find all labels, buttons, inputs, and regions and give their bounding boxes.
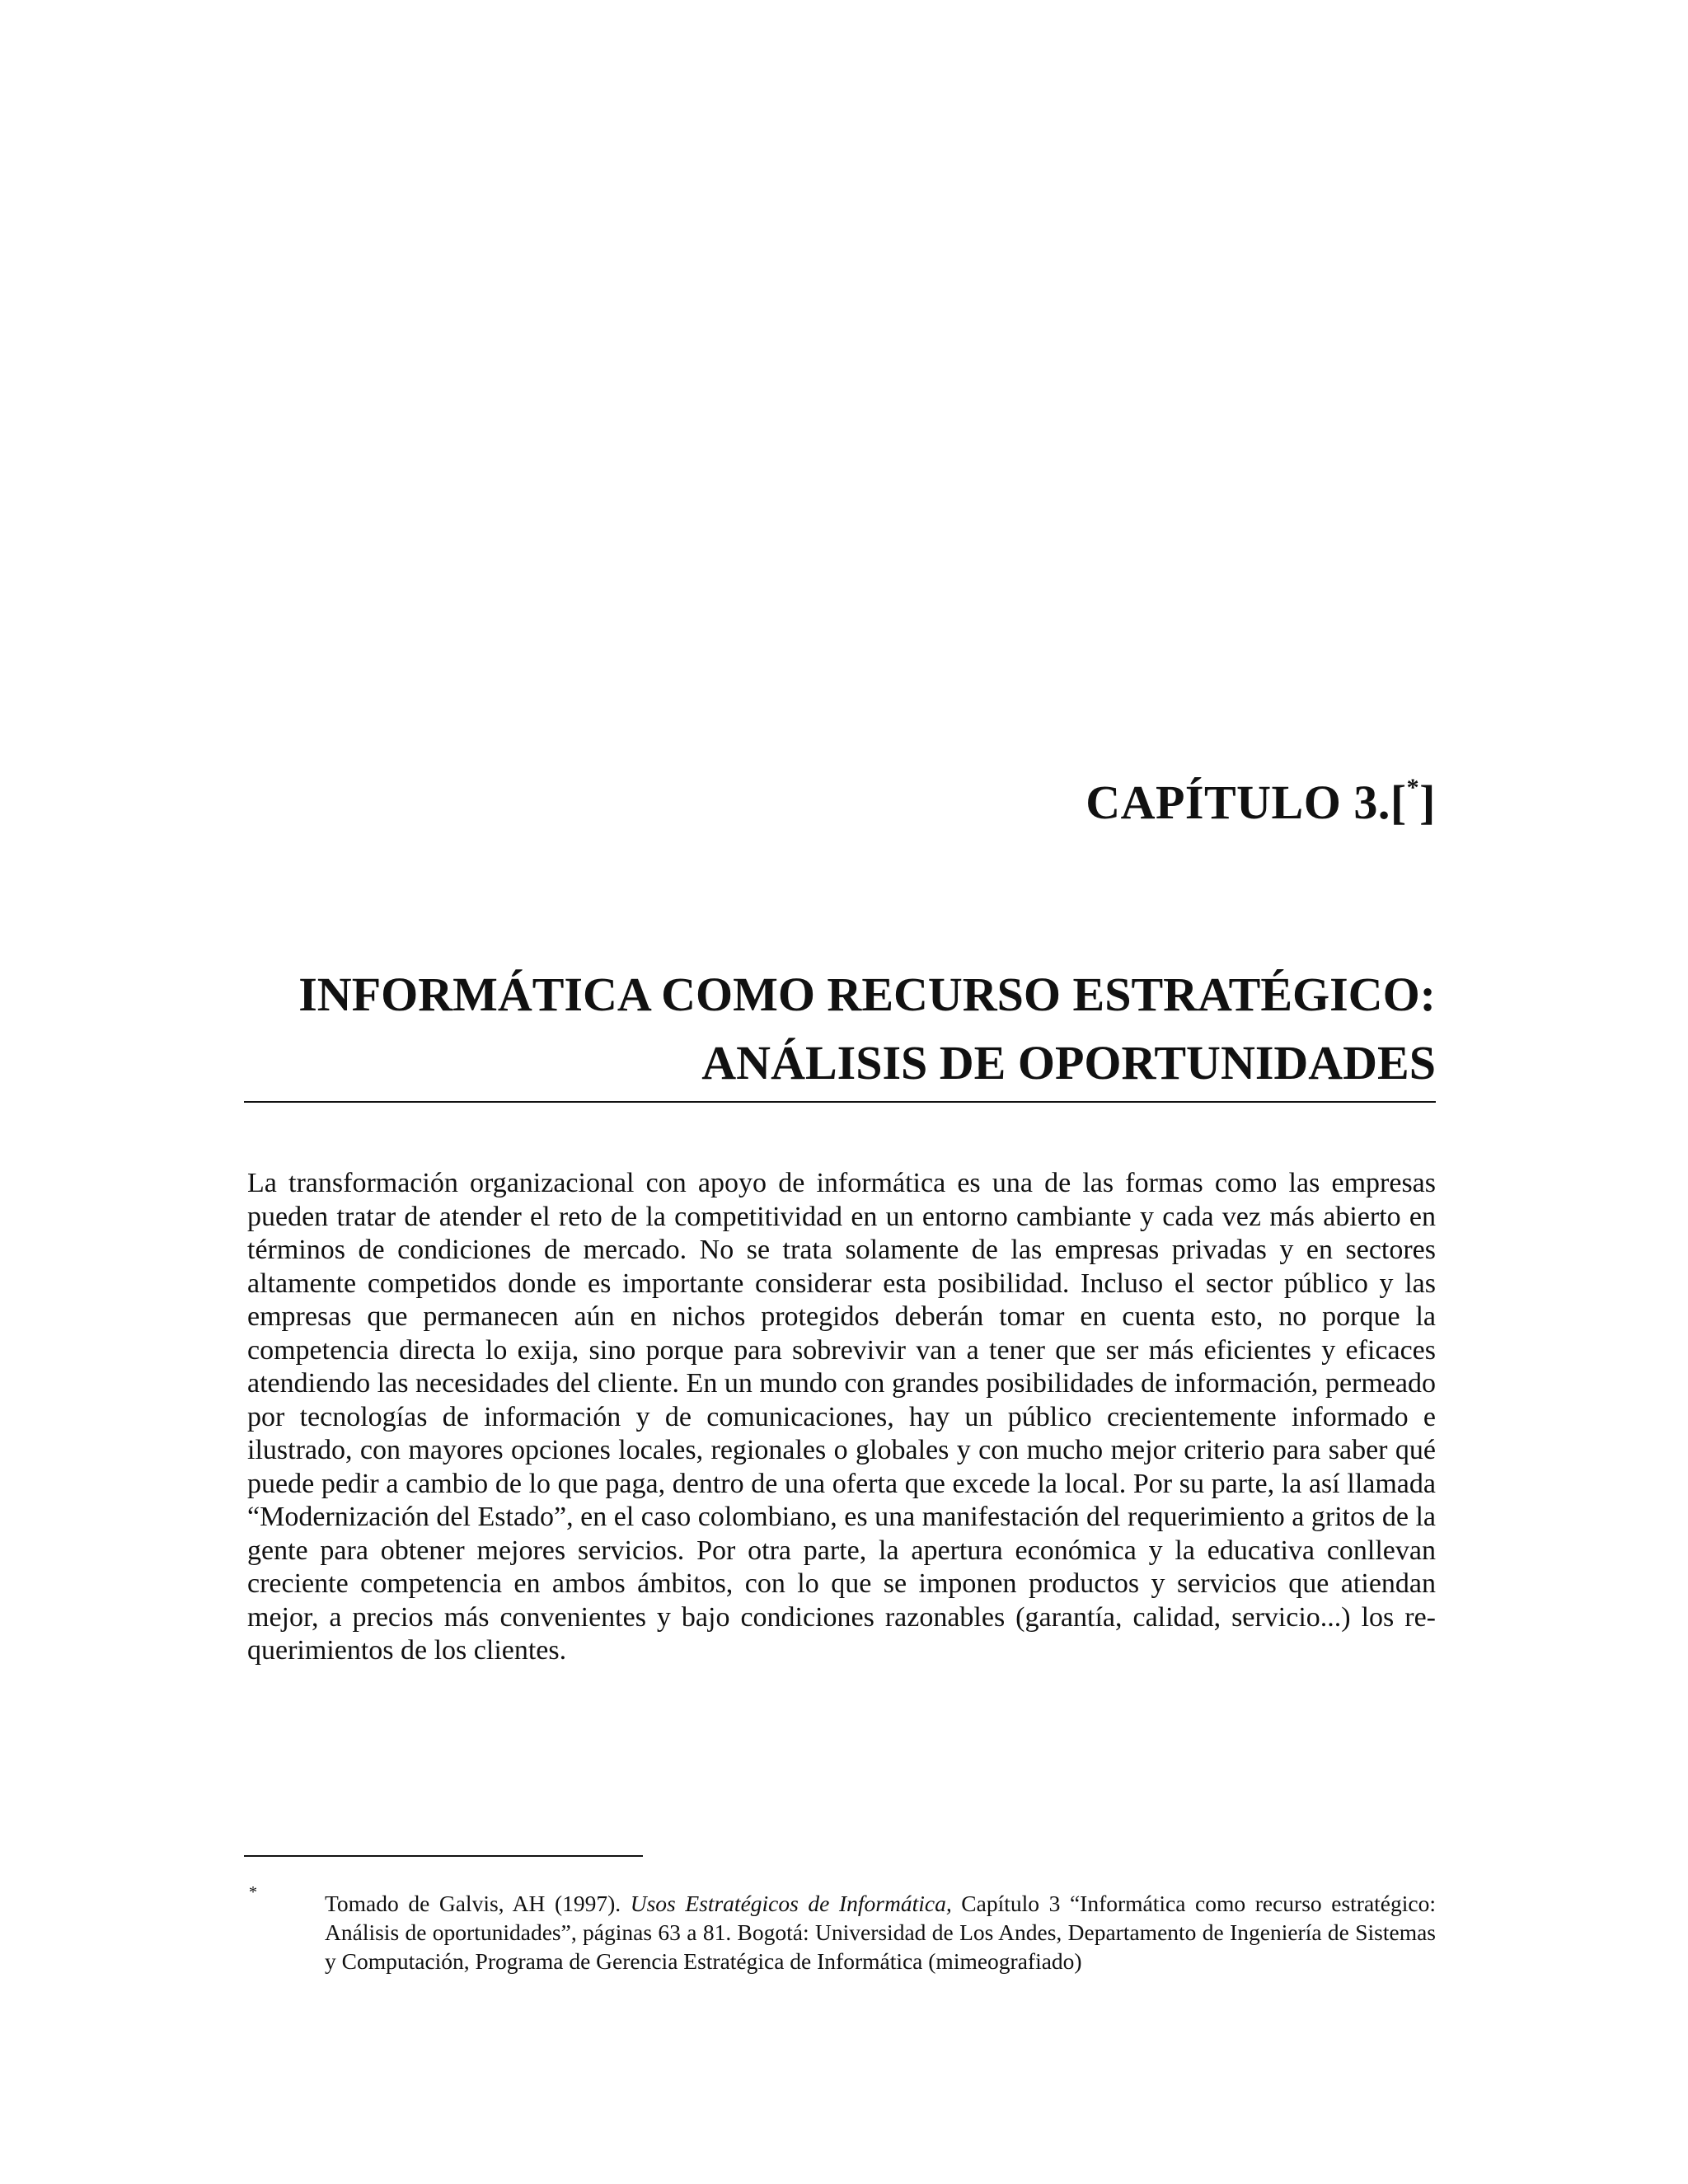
footnote-reference-marker[interactable]: * <box>1406 773 1420 801</box>
footnote-marker: * <box>249 1883 257 1901</box>
footnote-book-title: Usos Estratégicos de Informática, <box>630 1891 952 1916</box>
body-paragraph: La transformación organizacional con apoyo de informática es una de las formas como las empresas pueden tratar de atender el reto de la competitividad en un entorno cambiante y cada vez más abierto en términos de condiciones de mercado. No se trata solamente de las empresas privadas y en sectores altamente competidos donde es importante considerar esta posibilidad. Incluso el sector público y las empresas que permanecen aún en nichos protegidos deberán tomar en cuenta esto, no porque la competencia directa lo exija, sino porque para sobrevivir van a tener que ser más eficientes y eficaces atendiendo las necesidades del cliente. En un mundo con grandes posibilidades de información, permeado por tecnologías de información y de comunicaciones, hay un público crecientemente informado e ilustrado, con mayores opciones locales, regionales o globales y con mucho mejor criterio para saber qué puede pedir a cambio de lo que paga, dentro de una oferta que excede la local. Por su parte, la así llamada “Modernización del Estado”, en el caso colombiano, es una manifestación del requerimiento a gritos de la gente para obtener mejores servicios. Por otra parte, la apertura económica y la educativa conllevan creciente competencia en ambos ámbitos, con lo que se imponen productos y servicios que atiendan mejor, a precios más convenientes y bajo condiciones razonables (garantía, calidad, servicio...) los requerimientos de los clientes. <box>247 1168 1436 1666</box>
title-divider <box>244 1101 1436 1103</box>
footnote-divider <box>244 1855 643 1857</box>
footnote-text-after: Capítulo 3 “Informática como recurso estratégico: Análisis de oportunidades”, páginas 63 a 81. Bogotá: Universidad de Los Andes, Departamento de Ingeniería de Sistemas y Computación, Programa de Gerencia Estratégica de Informática (mimeografiado) <box>325 1891 1436 1974</box>
chapter-label: CAPÍTULO 3.[ <box>1085 776 1407 829</box>
chapter-title-line-1: INFORMÁTICA COMO RECURSO ESTRATÉGICO: <box>298 968 1436 1021</box>
chapter-heading <box>244 773 1436 829</box>
footnote-text <box>325 1889 1436 1975</box>
chapter-title-line-2: ANÁLISIS DE OPORTUNIDADES <box>701 1036 1436 1090</box>
chapter-title <box>244 960 1436 1097</box>
footnote-text-before: Tomado de Galvis, AH (1997). <box>325 1891 631 1916</box>
chapter-bracket-close: ] <box>1419 776 1436 829</box>
